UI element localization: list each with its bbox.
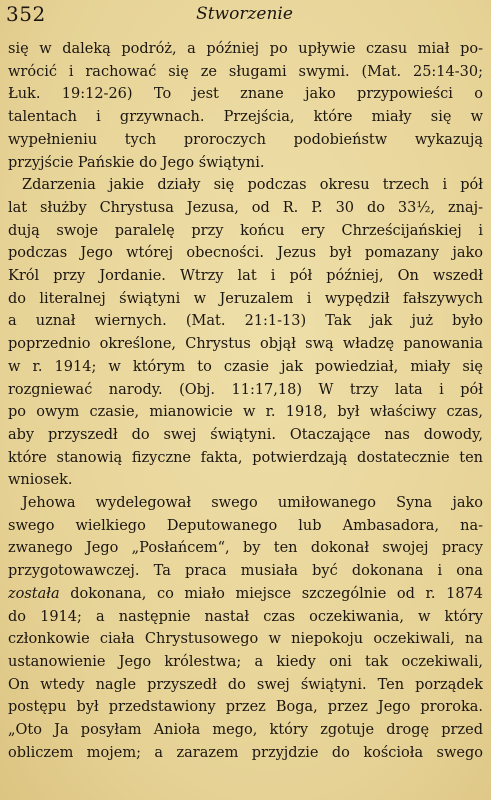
text-line: rozgniewać narody. (Obj. 11:17,18) W trzy lata i pół <box>8 381 483 398</box>
text-line: swego wielkiego Deputowanego lub Ambasadora, na- <box>8 517 483 534</box>
text-line: postępu był przedstawiony przez Boga, przez Jego proroka. <box>8 699 483 716</box>
text-line: wypełnieniu tych proroczych podobieństw wykazują <box>8 131 483 148</box>
text-line: do 1914; a następnie nastał czas oczekiwania, w który <box>8 608 483 625</box>
text-line: członkowie ciała Chrystusowego w niepokoju oczekiwali, na <box>8 631 483 648</box>
text-line: „Oto Ja posyłam Anioła mego, który zgotuje drogę przed <box>8 722 483 739</box>
running-title: Stworzenie <box>196 4 293 24</box>
text-line: talentach i grzywnach. Przejścia, które miały się w <box>8 109 483 126</box>
body-text <box>8 38 483 796</box>
text-line: ustanowienie Jego królestwa; a kiedy oni tak oczekiwali, <box>8 653 483 670</box>
text-line: wniosek. <box>8 472 73 489</box>
emphasized-word: została <box>8 585 60 602</box>
text-line: po owym czasie, mianowicie w r. 1918, był właściwy czas, <box>8 404 483 421</box>
text-line: w r. 1914; w którym to czasie jak powiedział, miały się <box>8 358 483 375</box>
text-line: wrócić i rachować się ze sługami swymi. (Mat. 25:14-30; <box>8 63 483 80</box>
text-line: które stanowią fizyczne fakta, potwierdzają dostatecznie ten <box>8 449 483 466</box>
text-line: aby przyszedł do swej świątyni. Otaczające nas dowody, <box>8 426 483 443</box>
text-line: Zdarzenia jakie działy się podczas okresu trzech i pół <box>22 177 483 194</box>
text-line: do literalnej świątyni w Jeruzalem i wypędził fałszywych <box>8 290 483 307</box>
text-fragment: dokonana, co miało miejsce szczególnie od r. 1874 <box>59 585 483 602</box>
text-line: Łuk. 19:12-26) To jest znane jako przypowieści o <box>8 86 483 103</box>
text-line: poprzednio określone, Chrystus objął swą władzę panowania <box>8 336 483 353</box>
text-line: przyjście Pańskie do Jego świątyni. <box>8 154 265 171</box>
text-line: dują swoje paralelę przy końcu ery Chrześcijańskiej i <box>8 222 483 239</box>
text-line: przygotowawczej. Ta praca musiała być dokonana i ona <box>8 563 483 580</box>
text-line: lat służby Chrystusa Jezusa, od R. P. 30 do 33½, znaj- <box>8 199 483 216</box>
page-number: 352 <box>6 2 46 26</box>
text-line: Jehowa wydelegował swego umiłowanego Syna jako <box>22 495 483 512</box>
text-line <box>8 583 483 606</box>
text-line: obliczem mojem; a zarazem przyjdzie do kościoła swego <box>8 744 483 761</box>
text-line: zwanego Jego „Posłańcem“, by ten dokonał swojej pracy <box>8 540 483 557</box>
text-line: a uznał wiernych. (Mat. 21:1-13) Tak jak już było <box>8 313 483 330</box>
text-line: się w daleką podróż, a później po upływie czasu miał po- <box>8 41 483 57</box>
text-line: Król przy Jordanie. Wtrzy lat i pół później, On wszedł <box>8 268 483 285</box>
text-line: podczas Jego wtórej obecności. Jezus był pomazany jako <box>8 245 483 262</box>
page-header <box>4 0 485 34</box>
text-line: On wtedy nagle przyszedł do swej świątyni. Ten porządek <box>8 676 483 693</box>
